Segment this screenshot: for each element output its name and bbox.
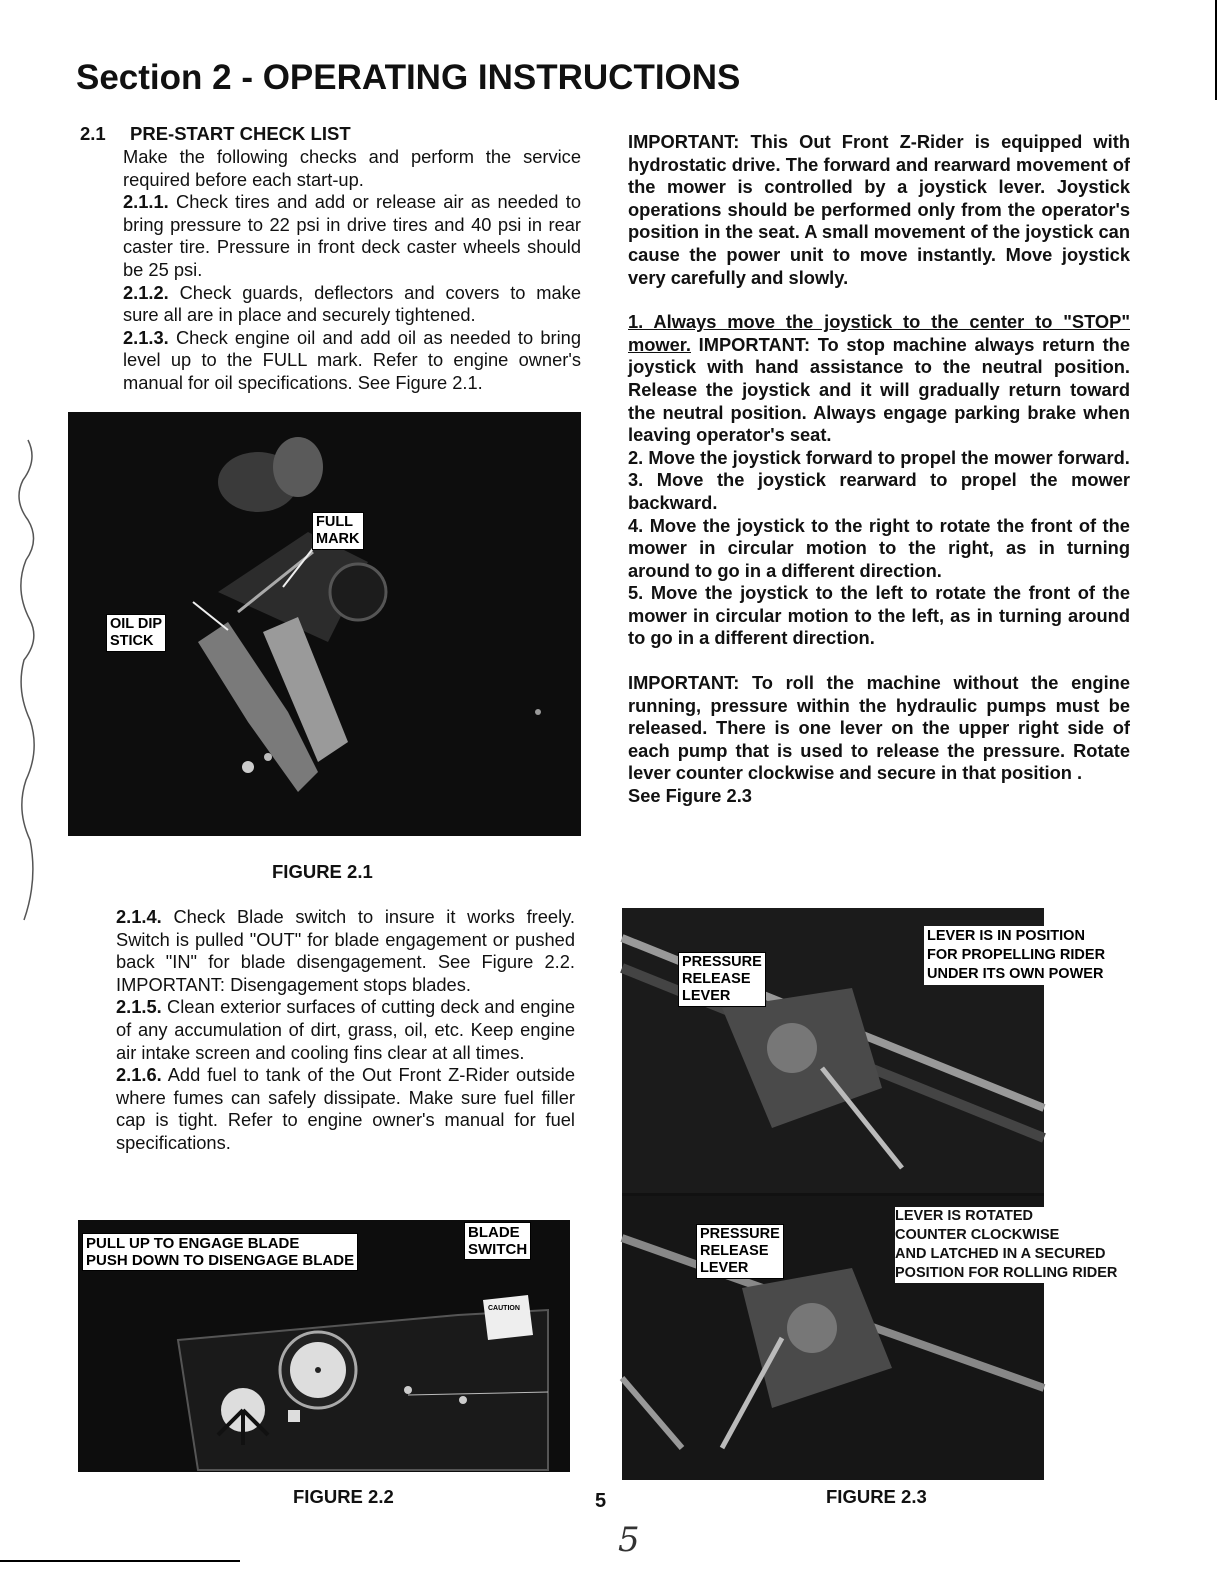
checklist-item: 2.1.1. Check tires and add or release air as needed to bring pressure to 22 psi in drive tires and 40 psi in rear caster tire. Pressure in front deck caster wheels should be 25 psi. — [123, 191, 581, 280]
page-edge — [1215, 0, 1217, 100]
full-mark-label: FULL MARK — [312, 512, 364, 550]
step-4: 4. Move the joystick to the right to rotate the front of the mower in circular motion to the right, as in turning around to go in a different direction. — [628, 514, 1130, 581]
checklist-item: 2.1.3. Check engine oil and add oil as needed to bring level up to the FULL mark. Refer to engine owner's manual for oil specifications. See Figure 2.1. — [123, 326, 581, 393]
blade-switch-label: BLADE SWITCH — [464, 1222, 531, 1260]
propelling-position-label: LEVER IS IN POSITION FOR PROPELLING RIDER UNDER ITS OWN POWER — [924, 926, 1108, 985]
figure-2-1-photo — [68, 412, 581, 836]
heading-label: PRE-START CHECK LIST — [130, 123, 351, 144]
handwritten-page-number: 5 — [618, 1520, 640, 1560]
bottom-rule — [0, 1560, 240, 1562]
figure-2-2-photo — [78, 1220, 570, 1472]
rolling-position-label: LEVER IS ROTATED COUNTER CLOCKWISE AND LATCHED IN A SECURED POSITION FOR ROLLING RIDER — [895, 1208, 1118, 1281]
figure-2-3-photo — [622, 908, 1106, 1480]
step-1: 1. Always move the joystick to the center to "STOP" mower. IMPORTANT: To stop machine always return the joystick with hand assistance to the neutral position. Release the joystick and it will gradually return toward the neutral position. Always engage parking brake when leaving operator's seat. — [628, 311, 1130, 446]
rolling-important-note: IMPORTANT: To roll the machine without the engine running, pressure within the hydraulic pumps must be released. There is one lever on the upper right side of each pump that is used to release the pressure. Rotate lever counter clockwise and secure in that position . — [628, 672, 1130, 784]
engage-blade-label: PULL UP TO ENGAGE BLADE PUSH DOWN TO DISENGAGE BLADE — [82, 1233, 358, 1271]
checklist-item: 2.1.5. Clean exterior surfaces of cutting deck and engine of any accumulation of dirt, grass, oil, etc. Keep engine air intake screen and cooling fins clear at all times. — [116, 996, 575, 1063]
checklist-heading — [80, 123, 351, 145]
joystick-important-note: IMPORTANT: This Out Front Z-Rider is equipped with hydrostatic drive. The forward and rearward movement of the mower is controlled by a joystick lever. Joystick operations should be performed only from the operator's position in the seat. A small movement of the joystick can cause the power unit to move instantly. Move joystick very carefully and slowly. — [628, 131, 1130, 288]
margin-handwriting — [8, 430, 48, 1030]
figure-2-2-caption: FIGURE 2.2 — [293, 1486, 394, 1507]
step-5: 5. Move the joystick to the left to rotate the front of the mower in circular motion to the left, as in turning around to go in a different direction. — [628, 582, 1130, 649]
checklist-intro: Make the following checks and perform the service required before each start-up. — [123, 146, 581, 190]
figure-2-3-caption: FIGURE 2.3 — [826, 1486, 927, 1507]
step-3: 3. Move the joystick rearward to propel the mower backward. — [628, 469, 1130, 513]
heading-number: 2.1 — [80, 123, 106, 144]
figure-2-1-caption: FIGURE 2.1 — [272, 861, 373, 882]
top-pressure-release-label: PRESSURE RELEASE LEVER — [678, 952, 766, 1007]
checklist-bottom — [116, 906, 575, 1155]
see-figure-2-3: See Figure 2.3 — [628, 785, 752, 807]
step-2: 2. Move the joystick forward to propel the mower forward. — [628, 446, 1130, 468]
checklist-item: 2.1.6. Add fuel to tank of the Out Front Z-Rider outside where fumes can safely dissipate. Make sure fuel filler cap is tight. Refer to engine owner's manual for fuel specifications. — [116, 1064, 575, 1153]
oil-dipstick-label: OIL DIP STICK — [106, 614, 166, 652]
caution-decal-text: CAUTION — [488, 1305, 520, 1312]
bottom-pressure-release-label: PRESSURE RELEASE LEVER — [696, 1224, 784, 1279]
right-column-text — [628, 131, 1130, 808]
checklist-item: 2.1.4. Check Blade switch to insure it works freely. Switch is pulled "OUT" for blade engagement or pushed back "IN" for blade disengagement. See Figure 2.2. IMPORTANT: Disengagement stops blades. — [116, 906, 575, 995]
page-number: 5 — [595, 1490, 607, 1512]
checklist-top — [123, 146, 581, 395]
checklist-item: 2.1.2. Check guards, deflectors and covers to make sure all are in place and securely tightened. — [123, 281, 581, 326]
section-title: Section 2 - OPERATING INSTRUCTIONS — [76, 58, 741, 97]
